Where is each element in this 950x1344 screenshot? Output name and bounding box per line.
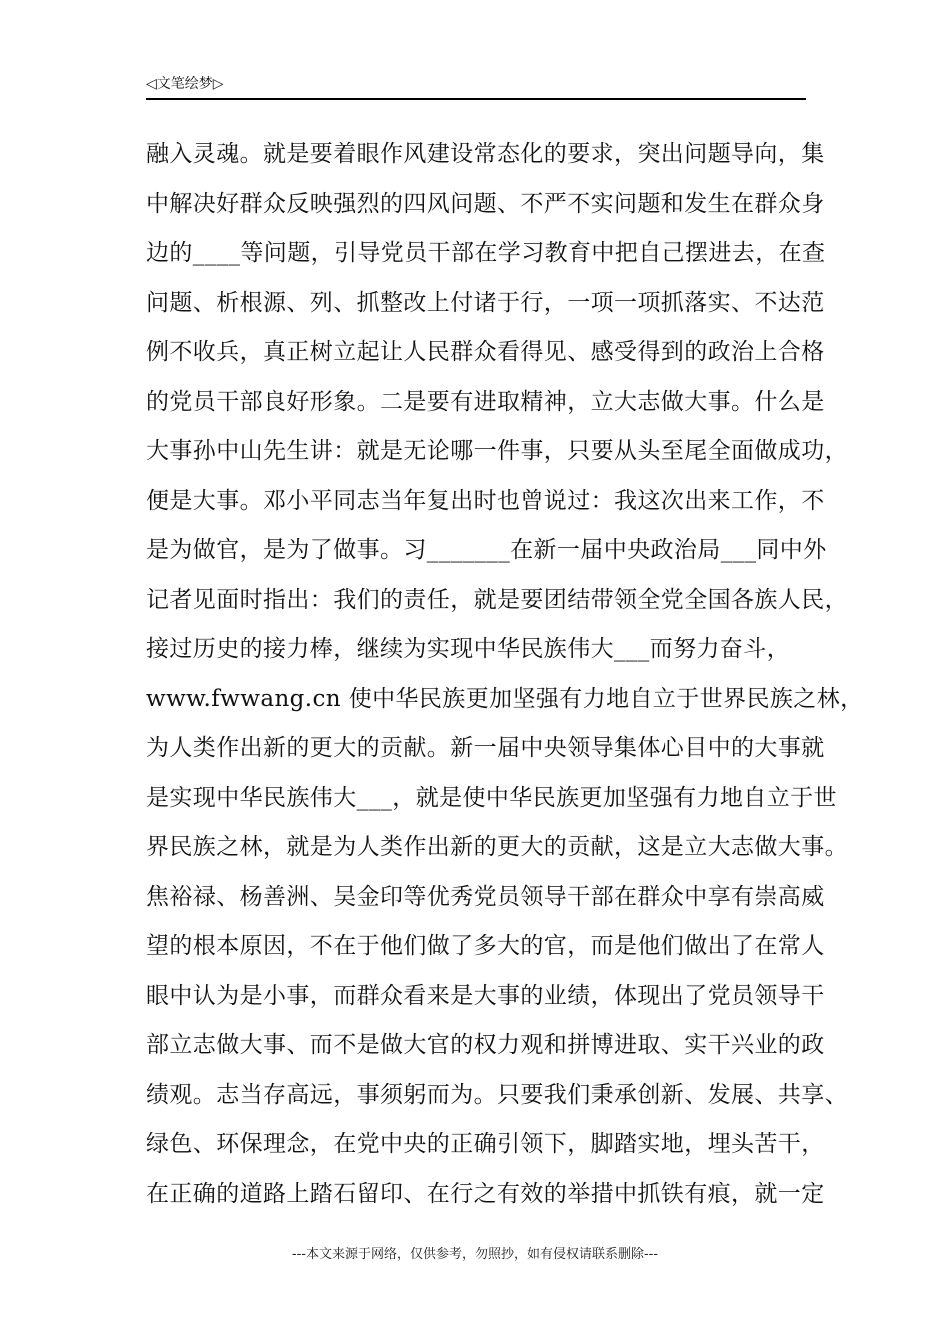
header-title: ◁文笔绘梦▷	[146, 76, 224, 92]
document-header	[146, 74, 806, 100]
text-line: 为人类作出新的更大的贡献。新一届中央领导集体心目中的大事就	[146, 735, 825, 761]
text-line: 是为做官，是为了做事。习_______在新一届中央政治局___同中外	[146, 537, 827, 563]
text-line: 绿色、环保理念，在党中央的正确引领下，脚踏实地，埋头苦干，	[146, 1131, 825, 1157]
text-line-with-url: www.fwwang.cn 使中华民族更加坚强有力地自立于世界民族之林，	[146, 685, 864, 712]
document-body	[146, 130, 864, 1219]
text-line: 望的根本原因，不在于他们做了多大的官，而是他们做出了在常人	[146, 933, 825, 959]
text-line: 绩观。志当存高远，事须躬而为。只要我们秉承创新、发展、共享、	[146, 1081, 848, 1108]
footer-disclaimer: ---本文来源于网络，仅供参考，勿照抄，如有侵权请联系删除---	[291, 1247, 659, 1262]
text-line: 界民族之林，就是为人类作出新的更大的贡献，这是立大志做大事。	[146, 834, 848, 860]
text-line: 中解决好群众反映强烈的四风问题、不严不实问题和发生在群众身	[146, 190, 825, 217]
text-line: 接过历史的接力棒，继续为实现中华民族伟大___而努力奋斗，	[146, 636, 791, 662]
text-line: 便是大事。邓小平同志当年复出时也曾说过：我这次出来工作，不	[146, 487, 825, 514]
document-footer	[0, 1243, 950, 1262]
text-line: 边的____等问题，引导党员干部在学习教育中把自己摆进去，在查	[146, 240, 826, 266]
text-line: 例不收兵，真正树立起让人民群众看得见、感受得到的政治上合格	[146, 339, 825, 365]
text-line: 的党员干部良好形象。二是要有进取精神，立大志做大事。什么是	[146, 388, 825, 415]
text-line: 眼中认为是小事，而群众看来是大事的业绩，体现出了党员领导干	[146, 982, 825, 1009]
text-line: 焦裕禄、杨善洲、吴金印等优秀党员领导干部在群众中享有崇高威	[146, 883, 825, 910]
text-line: 记者见面时指出：我们的责任，就是要团结带领全党全国各族人民，	[146, 586, 848, 613]
text-line: 是实现中华民族伟大___，就是使中华民族更加坚强有力地自立于世	[146, 784, 837, 811]
text-line: 融入灵魂。就是要着眼作风建设常态化的要求，突出问题导向，集	[146, 141, 825, 167]
text-line: 大事孙中山先生讲：就是无论哪一件事，只要从头至尾全面做成功，	[146, 438, 848, 464]
text-line: 问题、析根源、列、抓整改上付诸于行，一项一项抓落实、不达范	[146, 289, 825, 316]
text-line: 部立志做大事、而不是做大官的权力观和拼博进取、实干兴业的政	[146, 1032, 825, 1058]
text-line: 在正确的道路上踏石留印、在行之有效的举措中抓铁有痕，就一定	[146, 1180, 825, 1207]
